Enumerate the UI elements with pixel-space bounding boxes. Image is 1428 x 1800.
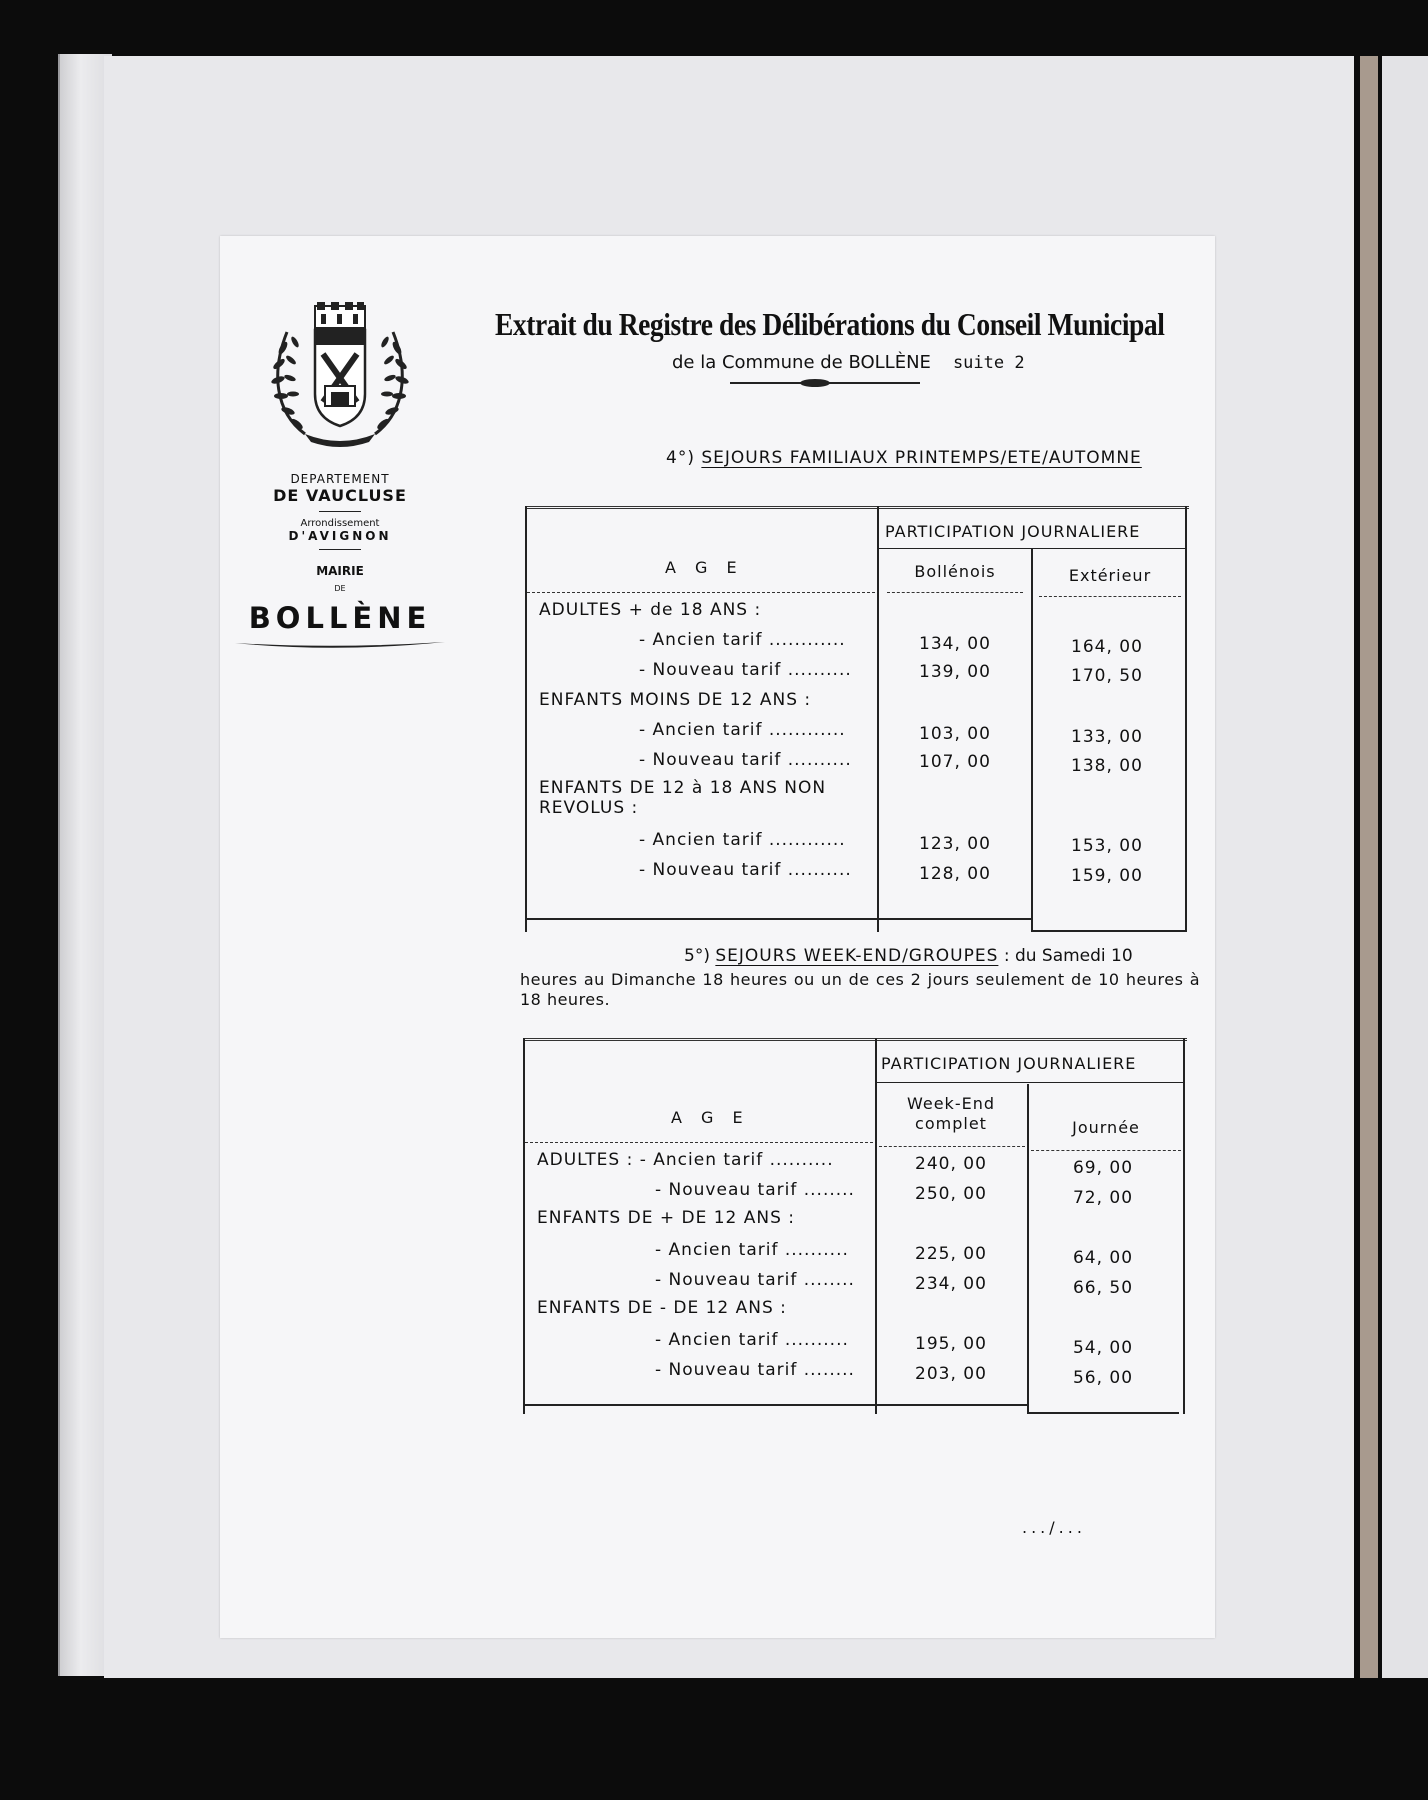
value-cell: 133, 00 [1071,727,1143,747]
value-cell: 164, 00 [1071,637,1143,657]
participation-header: PARTICIPATION JOURNALIERE [881,1054,1137,1073]
group-label: REVOLUS : [539,798,639,818]
value-cell: 139, 00 [919,662,991,682]
table-col-divider [877,506,879,932]
table-col-divider [875,1038,877,1414]
group-label: ADULTES : - Ancien tarif .......... [537,1150,834,1170]
department-label: DEPARTEMENT [290,472,390,486]
tarif-label: - Ancien tarif ............ [639,720,846,740]
tariff-table-2 [523,1038,1187,1414]
table-header-dash [527,592,875,593]
swoosh-ornament-icon [235,639,445,651]
group-label: ENFANTS DE - DE 12 ANS : [537,1298,787,1318]
value-cell: 69, 00 [1072,1158,1134,1178]
tarif-label: - Nouveau tarif .......... [639,750,852,770]
age-header: A G E [671,1108,750,1127]
book-right-page [1382,56,1428,1678]
table-bottom-rule [1031,930,1187,932]
tarif-label: - Nouveau tarif .......... [639,860,852,880]
value-cell: 170, 50 [1071,666,1143,686]
table-header-dash [1039,596,1181,597]
table-col-divider [1027,1084,1029,1414]
section-5-heading [684,946,1133,966]
section-4-title: SEJOURS FAMILIAUX PRINTEMPS/ETE/AUTOMNE [701,448,1142,468]
tarif-label: - Ancien tarif ............ [639,630,846,650]
group-label: ENFANTS MOINS DE 12 ANS : [539,690,812,710]
table-top-border [525,506,1189,509]
value-cell: 250, 00 [915,1184,987,1204]
tarif-label: - Nouveau tarif ........ [655,1360,855,1380]
arrondissement-name: D'AVIGNON [288,529,392,543]
group-label: ENFANTS DE 12 à 18 ANS NON [539,778,827,798]
table-header-dash [1031,1150,1181,1151]
table-left-border [523,1038,525,1414]
group-label: ENFANTS DE + DE 12 ANS : [537,1208,796,1228]
table-top-border [523,1038,1187,1041]
tarif-label: - Nouveau tarif ........ [655,1270,855,1290]
title-ornament-rule [730,382,920,384]
participation-header-rule [875,1082,1183,1083]
value-cell: 195, 00 [915,1334,987,1354]
continuation-mark: .../... [1022,1518,1086,1537]
section-5-paragraph: heures au Dimanche 18 heures ou un de ces 2 jours seulement de 10 heures à 18 heures. [520,970,1200,1009]
participation-header-rule [877,548,1185,549]
tarif-label: - Nouveau tarif .......... [639,660,852,680]
section-4-heading [666,448,1142,468]
town-name: BOLLÈNE [248,601,432,635]
value-cell: 134, 00 [919,634,991,654]
section-5-number: 5°) [684,946,710,966]
document-subtitle [672,352,1025,373]
value-cell: 234, 00 [915,1274,987,1294]
table-right-border [1185,506,1187,932]
table-header-dash [525,1142,873,1143]
document-sheet [220,236,1215,1638]
value-cell: 72, 00 [1072,1188,1134,1208]
value-cell: 128, 00 [919,864,991,884]
table-left-border [525,506,527,932]
letterhead-divider [319,511,361,512]
value-cell: 203, 00 [915,1364,987,1384]
table-header-dash [879,1146,1025,1147]
table-col-divider [1031,548,1033,932]
mairie-label: MAIRIE [316,564,364,578]
letterhead [235,302,445,651]
value-cell: 56, 00 [1072,1368,1134,1388]
value-cell: 153, 00 [1071,836,1143,856]
value-cell: 240, 00 [915,1154,987,1174]
table-bottom-rule [1027,1412,1179,1414]
value-cell: 54, 00 [1072,1338,1134,1358]
value-cell: 123, 00 [919,834,991,854]
table-right-border [1183,1038,1185,1414]
letterhead-divider [319,549,361,550]
department-name: DE VAUCLUSE [273,486,407,505]
table-bottom-rule [523,1404,1027,1406]
value-cell: 225, 00 [915,1244,987,1264]
group-label: ADULTES + de 18 ANS : [539,600,762,620]
tarif-label: - Ancien tarif ............ [639,830,846,850]
table-bottom-rule [525,918,1031,920]
exterieur-header: Extérieur [1068,566,1152,585]
town-crest-icon [265,302,415,450]
value-cell: 64, 00 [1072,1248,1134,1268]
section-5-title: SEJOURS WEEK-END/GROUPES [715,946,999,966]
table-header-dash [887,592,1023,593]
participation-header: PARTICIPATION JOURNALIERE [885,522,1141,541]
tarif-label: - Nouveau tarif ........ [655,1180,855,1200]
value-cell: 138, 00 [1071,756,1143,776]
tarif-label: - Ancien tarif .......... [655,1240,849,1260]
tarif-label: - Ancien tarif .......... [655,1330,849,1350]
book-gutter [1360,56,1378,1678]
age-header: A G E [665,558,744,577]
week-end-header: Week-End complet [906,1094,995,1133]
document-title: Extrait du Registre des Délibérations du Conseil Municipal [495,306,1165,342]
tariff-table-1 [525,506,1189,932]
journee-header: Journée [1072,1118,1140,1137]
value-cell: 159, 00 [1071,866,1143,886]
value-cell: 103, 00 [919,724,991,744]
bollenois-header: Bollénois [914,562,996,581]
suite-label: suite 2 [952,353,1025,373]
value-cell: 66, 50 [1072,1278,1134,1298]
section-4-number: 4°) [666,448,695,468]
value-cell: 107, 00 [919,752,991,772]
section-5-text-start: : du Samedi 10 [1003,946,1133,966]
arrondissement-label: Arrondissement [300,518,380,529]
de-label: DE [334,584,346,593]
commune-line: de la Commune de BOLLÈNE [672,352,931,373]
